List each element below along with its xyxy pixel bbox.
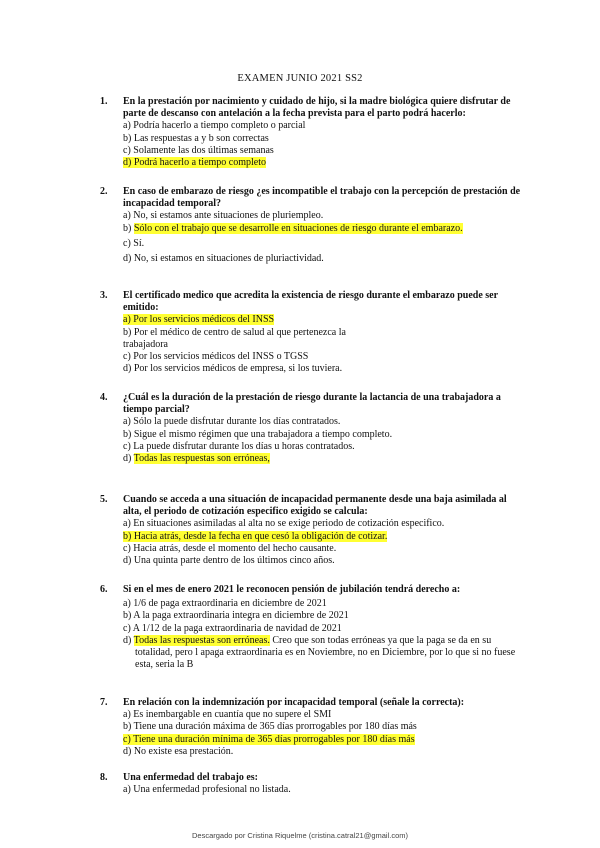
question-4: [100, 392, 523, 465]
option-b: b) Tiene una duración máxima de 365 días prorrogables por 180 días más: [123, 721, 417, 733]
question-text: Una enfermedad del trabajo es:: [123, 772, 258, 783]
question-text: En caso de embarazo de riesgo ¿es incompatible el trabajo con la percepción de prestación de incapacidad temporal?: [123, 186, 521, 210]
option-d: d) Por los servicios médicos de empresa, si los tuviera.: [123, 363, 343, 375]
highlighted-answer: b) Hacia atrás, desde la fecha en que cesó la obligación de cotizar.: [123, 530, 388, 542]
question-text: En relación con la indemnización por incapacidad temporal (señale la correcta):: [123, 697, 465, 708]
option-prefix: b): [123, 222, 134, 234]
highlighted-answer: Todas las respuestas son erróneas,: [133, 453, 270, 465]
option-b-continued: trabajadora: [123, 338, 168, 350]
option-a: a) 1/6 de paga extraordinaria en diciembre de 2021: [123, 598, 327, 610]
question-number: 2.: [100, 186, 108, 197]
option-b: [123, 223, 523, 235]
question-number: 6.: [100, 584, 108, 595]
option-b: b) Sigue el mismo régimen que una trabajadora a tiempo completo.: [123, 428, 393, 440]
option-c: [123, 734, 523, 746]
question-text: Si en el mes de enero 2021 le reconocen pensión de jubilación tendrá derecho a:: [123, 584, 461, 595]
option-d: [123, 453, 523, 465]
option-a: a) Sólo la puede disfrutar durante los días contratados.: [123, 416, 341, 428]
question-5: [100, 494, 523, 567]
highlighted-answer: Todas las respuestas son erróneas.: [133, 634, 270, 646]
question-7: [100, 697, 523, 758]
question-number: 5.: [100, 494, 108, 505]
question-text: ¿Cuál es la duración de la prestación de riesgo durante la lactancia de una trabajadora a tiempo parcial?: [123, 392, 501, 416]
option-b: b) Por el médico de centro de salud al que pertenezca la: [123, 326, 346, 338]
option-c: c) Solamente las dos últimas semanas: [123, 144, 274, 156]
option-a: a) No, si estamos ante situaciones de pluriempleo.: [123, 210, 324, 222]
option-d: d) No existe esa prestación.: [123, 745, 234, 757]
question-number: 3.: [100, 290, 108, 301]
question-2: [100, 186, 523, 265]
highlighted-answer: c) Tiene una duración mínima de 365 días prorrogables por 180 días más: [123, 733, 415, 745]
question-3: [100, 290, 523, 375]
option-c: c) La puede disfrutar durante los días u horas contratados.: [123, 440, 355, 452]
option-b: b) Las respuestas a y b son correctas: [123, 132, 269, 144]
highlighted-answer: a) Por los servicios médicos del INSS: [123, 314, 275, 326]
option-a: a) Es inembargable en cuantía que no supere el SMI: [123, 709, 332, 721]
option-a: a) En situaciones asimiladas al alta no se exige periodo de cotización especifico.: [123, 518, 445, 530]
option-a: [123, 314, 523, 326]
question-text: En la prestación por nacimiento y cuidado de hijo, si la madre biológica quiere disfrutar de parte de descanso con antelación a la fecha prevista para el parto podrá hacerlo:: [123, 96, 511, 120]
option-b: [123, 531, 523, 543]
option-d: d) No, si estamos en situaciones de pluriactividad.: [123, 253, 324, 265]
option-a: a) Una enfermedad profesional no listada.: [123, 784, 291, 796]
option-d: [123, 635, 523, 672]
question-1: [100, 96, 523, 169]
option-prefix: d): [123, 634, 134, 646]
option-d: d) Una quinta parte dentro de los últimos cinco años.: [123, 555, 335, 567]
question-number: 8.: [100, 772, 108, 783]
option-c: c) Por los servicios médicos del INSS o TGSS: [123, 351, 309, 363]
option-c: c) A 1/12 de la paga extraordinaria de navidad de 2021: [123, 622, 342, 634]
highlighted-answer: d) Podrá hacerlo a tiempo completo: [123, 157, 267, 169]
option-d: [123, 157, 523, 169]
student-comment: Creo que son todas erróneas ya que la paga se da en su totalidad, pero l apaga extraordinaria es en Noviembre, no en Diciembre, por lo que si no fuese esta, seria la B: [135, 634, 516, 671]
option-a: a) Podría hacerlo a tiempo completo o parcial: [123, 120, 306, 132]
question-6: [100, 584, 523, 671]
page-title: EXAMEN JUNIO 2021 SS2: [237, 73, 363, 84]
option-c: c) Sí.: [123, 237, 145, 249]
option-b: b) A la paga extraordinaria integra en diciembre de 2021: [123, 610, 349, 622]
question-number: 7.: [100, 697, 108, 708]
question-text: Cuando se acceda a una situación de incapacidad permanente desde una baja asimilada al alta, el periodo de cotización especifico exigido se calcula:: [123, 494, 507, 518]
question-number: 1.: [100, 96, 108, 107]
question-number: 4.: [100, 392, 108, 403]
question-8: [100, 772, 523, 796]
question-text: El certificado medico que acredita la existencia de riesgo durante el embarazo puede ser emitido:: [123, 290, 498, 314]
option-c: c) Hacia atrás, desde el momento del hecho causante.: [123, 542, 337, 554]
highlighted-answer: Sólo con el trabajo que se desarrolle en situaciones de riesgo durante el embarazo.: [133, 222, 463, 234]
option-prefix: d): [123, 453, 134, 465]
download-footer: Descargado por Cristina Riquelme (cristina.catral21@gmail.com): [191, 831, 409, 840]
